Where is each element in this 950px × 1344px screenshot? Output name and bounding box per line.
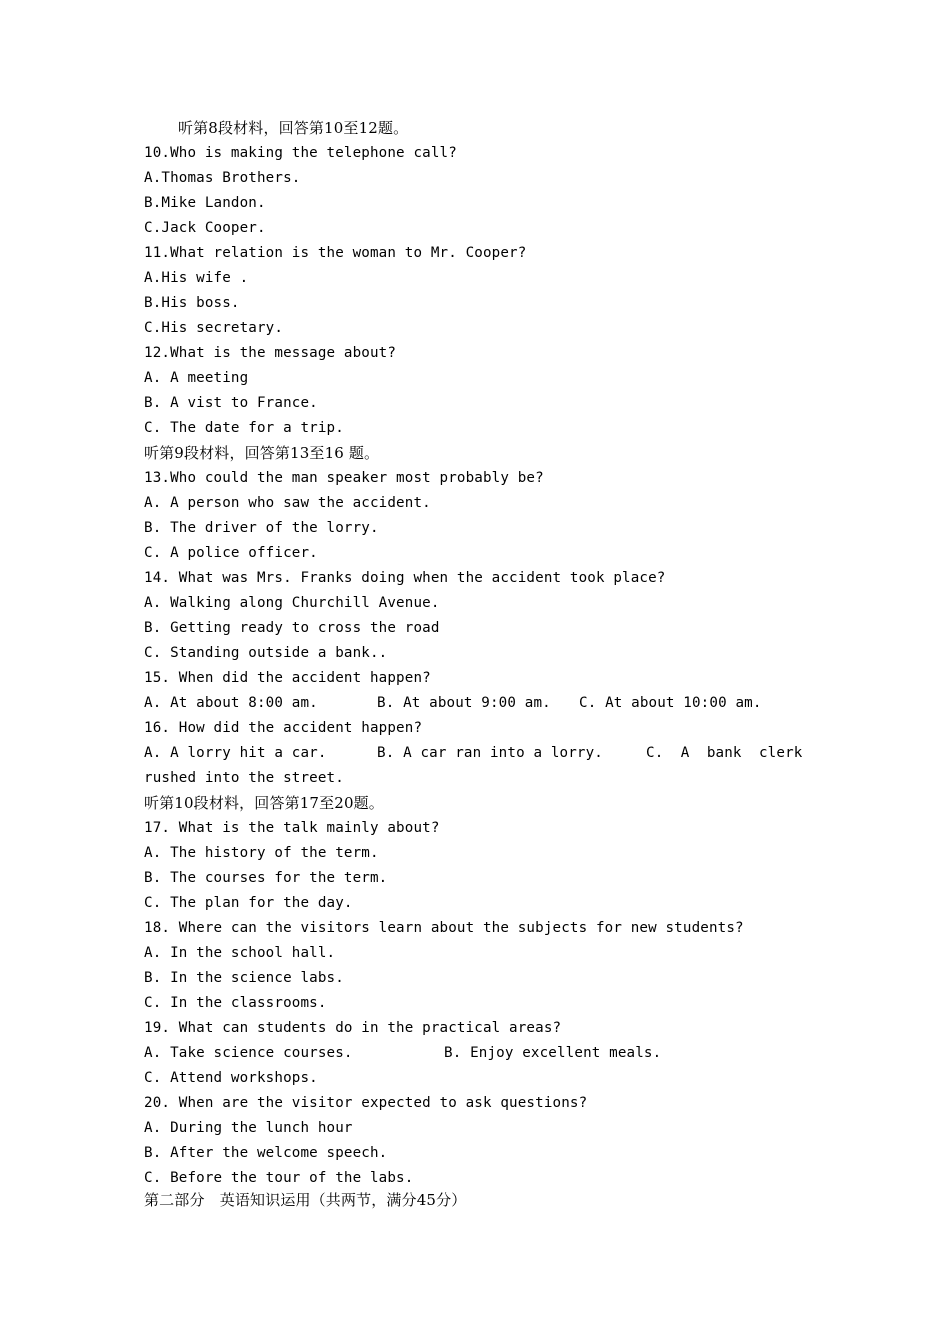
q17-option-b: B. The courses for the term. bbox=[144, 870, 388, 886]
q16-option-b: B. A car ran into a lorry. bbox=[377, 745, 603, 761]
q10-option-a: A.Thomas Brothers. bbox=[144, 170, 301, 186]
q16-option-c: C. A bank clerk bbox=[646, 745, 803, 761]
q10-option-b: B.Mike Landon. bbox=[144, 195, 266, 211]
section-9-heading: 听第9段材料，回答第13至16 题。 bbox=[144, 444, 380, 462]
q14-option-a: A. Walking along Churchill Avenue. bbox=[144, 595, 440, 611]
question-19: 19. What can students do in the practical areas? bbox=[144, 1020, 562, 1036]
q17-option-a: A. The history of the term. bbox=[144, 845, 379, 861]
q11-option-b: B.His boss. bbox=[144, 295, 240, 311]
q13-option-a: A. A person who saw the accident. bbox=[144, 495, 431, 511]
q19-option-a: A. Take science courses. bbox=[144, 1045, 353, 1061]
q17-option-c: C. The plan for the day. bbox=[144, 895, 353, 911]
q12-option-b: B. A vist to France. bbox=[144, 395, 318, 411]
question-14: 14. What was Mrs. Franks doing when the accident took place? bbox=[144, 570, 666, 586]
q19-option-c: C. Attend workshops. bbox=[144, 1070, 318, 1086]
q11-option-c: C.His secretary. bbox=[144, 320, 284, 336]
part-two-heading: 第二部分 英语知识运用（共两节，满分45分） bbox=[144, 1191, 467, 1209]
q18-option-b: B. In the science labs. bbox=[144, 970, 344, 986]
section-10-heading: 听第10段材料，回答第17至20题。 bbox=[144, 794, 384, 812]
q20-option-b: B. After the welcome speech. bbox=[144, 1145, 388, 1161]
question-10: 10.Who is making the telephone call? bbox=[144, 145, 457, 161]
q15-option-a: A. At about 8:00 am. bbox=[144, 695, 318, 711]
q20-option-c: C. Before the tour of the labs. bbox=[144, 1170, 414, 1186]
question-16: 16. How did the accident happen? bbox=[144, 720, 423, 736]
q12-option-a: A. A meeting bbox=[144, 370, 249, 386]
q15-option-c: C. At about 10:00 am. bbox=[579, 695, 762, 711]
q14-option-c: C. Standing outside a bank.. bbox=[144, 645, 388, 661]
q18-option-c: C. In the classrooms. bbox=[144, 995, 327, 1011]
q16-option-c-continued: rushed into the street. bbox=[144, 770, 344, 786]
section-8-heading: 听第8段材料，回答第10至12题。 bbox=[178, 119, 409, 137]
q18-option-a: A. In the school hall. bbox=[144, 945, 336, 961]
q19-option-b: B. Enjoy excellent meals. bbox=[444, 1045, 662, 1061]
question-20: 20. When are the visitor expected to ask questions? bbox=[144, 1095, 588, 1111]
q12-option-c: C. The date for a trip. bbox=[144, 420, 344, 436]
question-12: 12.What is the message about? bbox=[144, 345, 397, 361]
question-18: 18. Where can the visitors learn about the subjects for new students? bbox=[144, 920, 744, 936]
question-15: 15. When did the accident happen? bbox=[144, 670, 431, 686]
q13-option-c: C. A police officer. bbox=[144, 545, 318, 561]
question-13: 13.Who could the man speaker most probably be? bbox=[144, 470, 544, 486]
q16-option-a: A. A lorry hit a car. bbox=[144, 745, 327, 761]
q13-option-b: B. The driver of the lorry. bbox=[144, 520, 379, 536]
question-17: 17. What is the talk mainly about? bbox=[144, 820, 440, 836]
q14-option-b: B. Getting ready to cross the road bbox=[144, 620, 440, 636]
q20-option-a: A. During the lunch hour bbox=[144, 1120, 353, 1136]
q10-option-c: C.Jack Cooper. bbox=[144, 220, 266, 236]
q11-option-a: A.His wife . bbox=[144, 270, 249, 286]
q15-option-b: B. At about 9:00 am. bbox=[377, 695, 551, 711]
question-11: 11.What relation is the woman to Mr. Cooper? bbox=[144, 245, 527, 261]
